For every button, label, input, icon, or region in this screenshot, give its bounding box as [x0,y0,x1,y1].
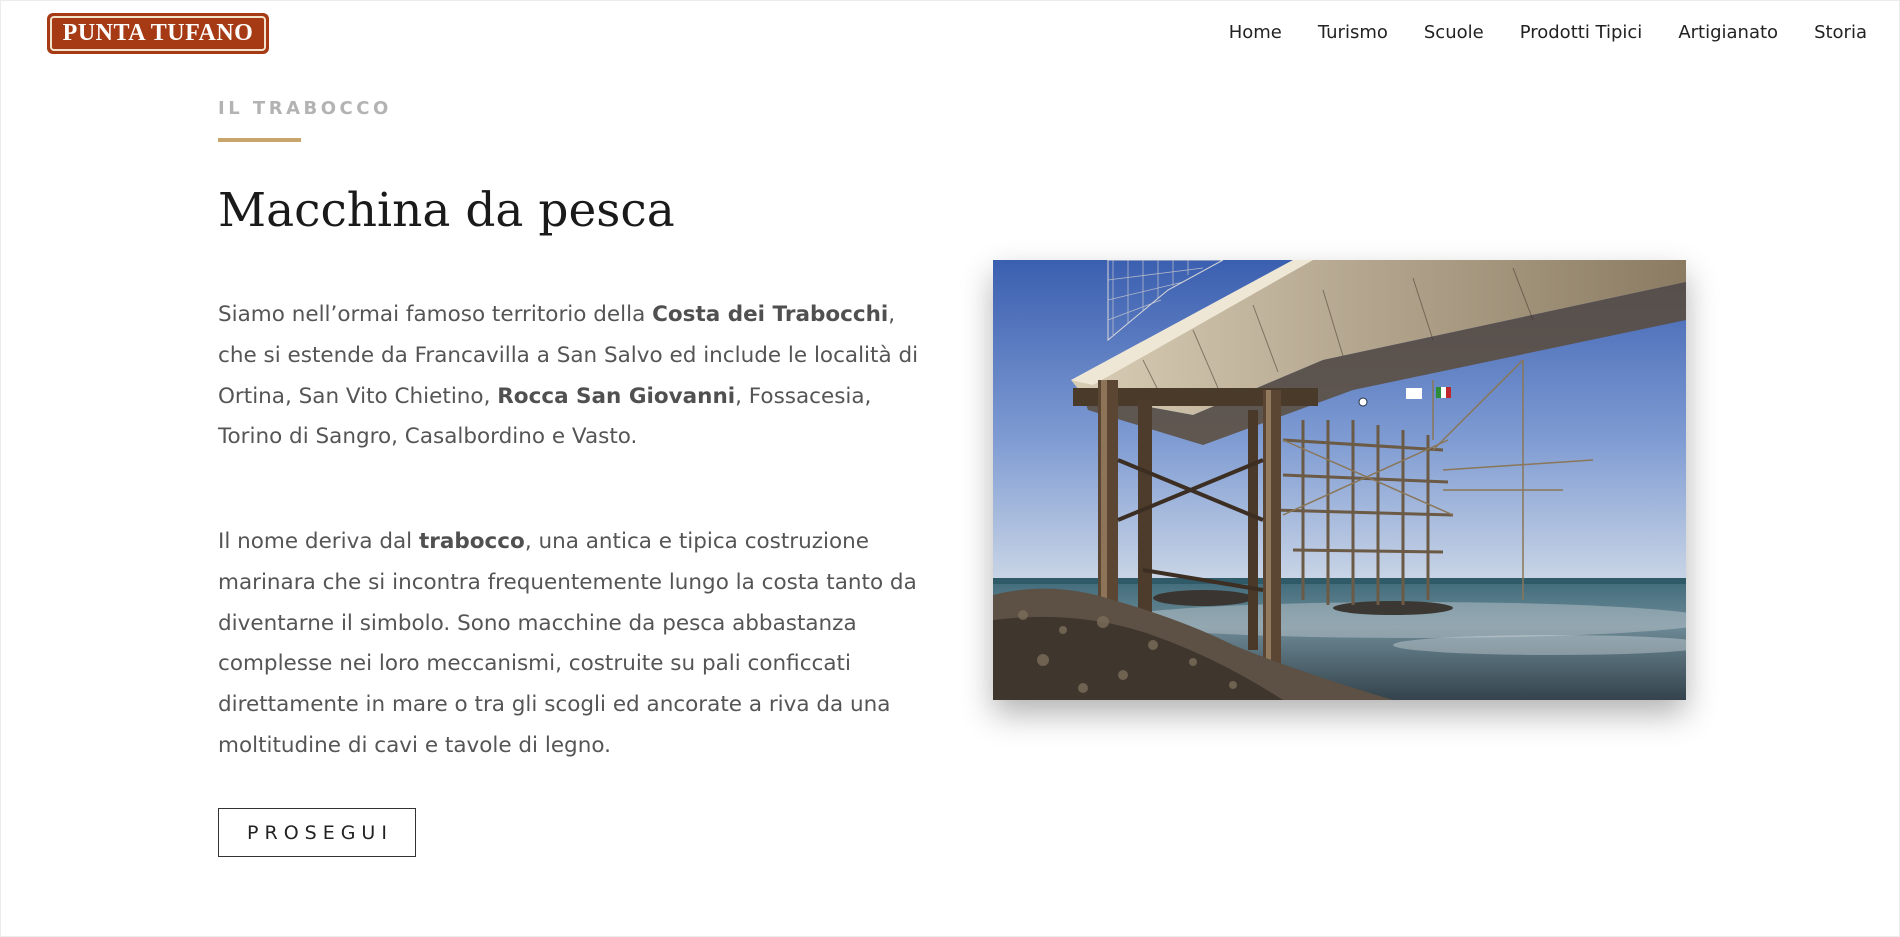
prosegui-button[interactable]: PROSEGUI [218,808,416,857]
nav-item-storia[interactable]: Storia [1814,22,1867,43]
nav-item-artigianato[interactable]: Artigianato [1678,22,1779,43]
text-run: , una antica e tipica costruzione marinara che si incontra frequentemente lungo la costa tanto da diventarne il simbolo. Sono macchine da pesca abbastanza complesse nei loro meccanismi, costruite su pali conficcati direttamente in mare o tra gli scogli ed ancorate a riva da una moltitudine di cavi e tavole di legno. [218,529,917,758]
text-run: Siamo nell’ormai famoso territorio della [218,302,653,327]
nav-item-turismo[interactable]: Turismo [1317,22,1388,43]
eyebrow-divider [218,138,301,142]
text-run: , Fossacesia, Torino di Sangro, Casalbordino e Vasto. [218,383,872,450]
text-run: , che si estende da Francavilla a San Salvo ed include le località di Ortina, San Vito Chietino, [218,302,919,409]
main-nav [1229,21,1867,45]
bold-text-run: Rocca San Giovanni [497,383,736,409]
nav-item-home[interactable]: Home [1228,22,1282,43]
description-paragraph [218,522,928,767]
trabocco-photo [993,260,1686,700]
site-logo[interactable] [47,13,269,54]
logo-frame [50,16,266,51]
intro-paragraph [218,295,928,458]
text-run: Il nome deriva dal [218,529,419,554]
site-header [1,1,1900,65]
section-title: Macchina da pesca [218,183,675,238]
logo-text: PUNTA TUFANO [62,20,254,46]
bold-text-run: trabocco [419,529,525,554]
trabocco-illustration [993,260,1686,700]
section-eyebrow: IL TRABOCCO [218,98,392,119]
bold-text-run: Costa dei Trabocchi [652,302,889,327]
nav-item-scuole[interactable]: Scuole [1423,22,1484,43]
nav-item-prodotti-tipici[interactable]: Prodotti Tipici [1519,22,1643,43]
